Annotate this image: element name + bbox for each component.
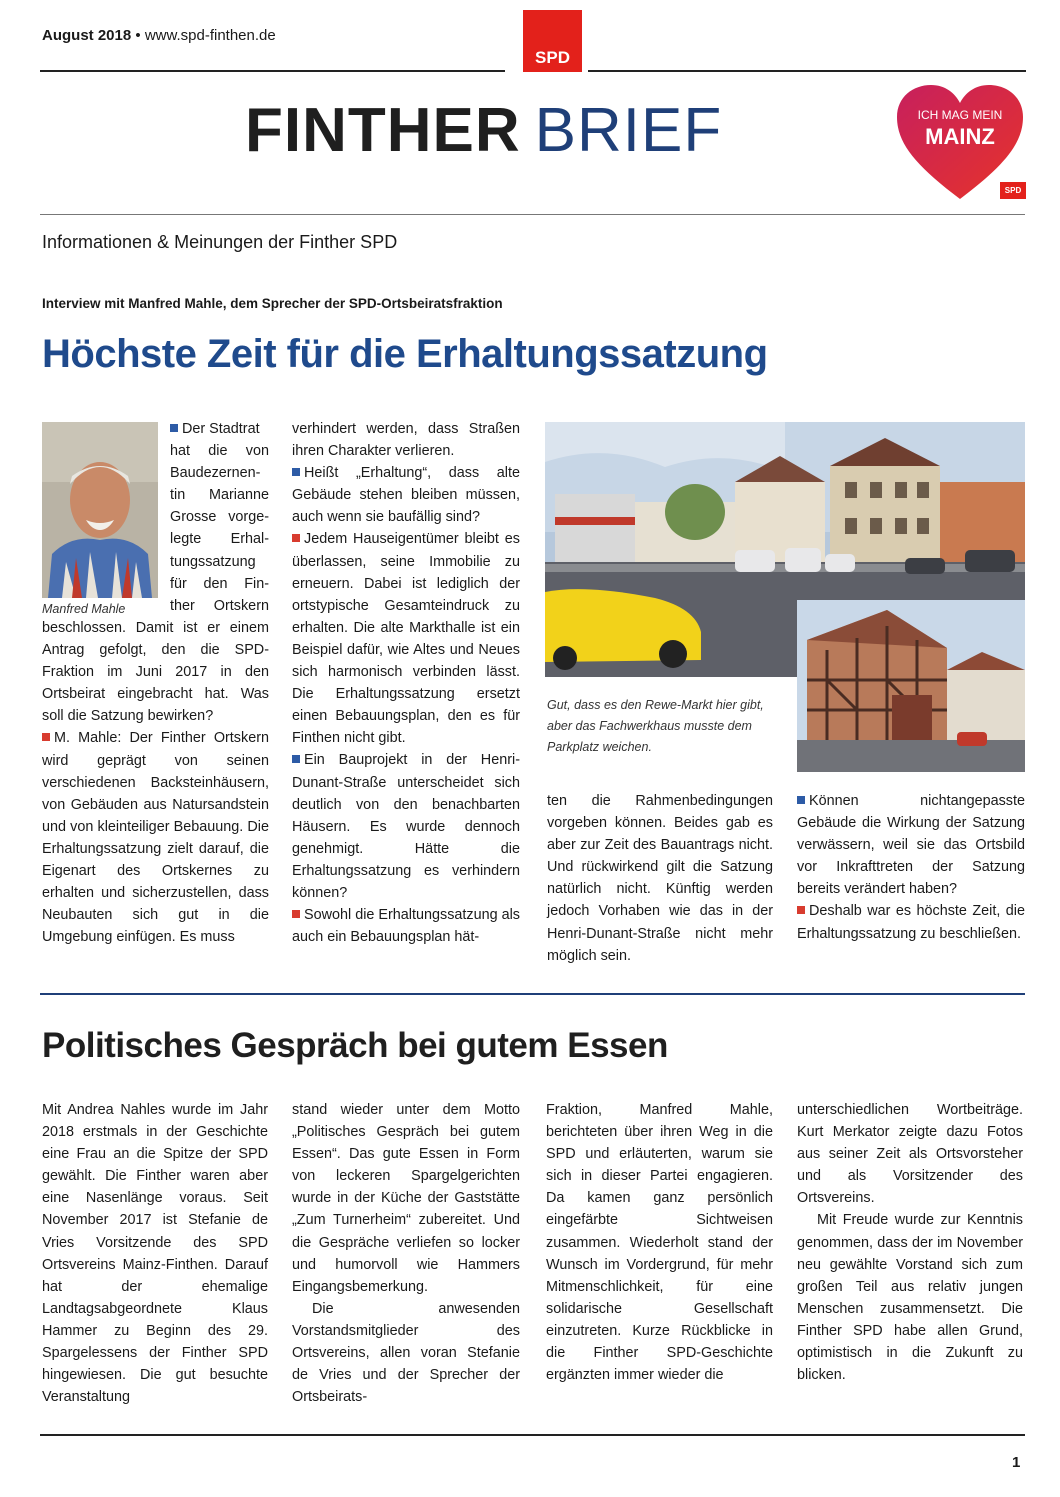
paragraph: unterschiedlichen Wortbeiträge. Kurt Merkator zeigte dazu Fotos aus seiner Zeit als Ortsvorsteher und als Vorsitzender des Ortsvereins.: [797, 1102, 1023, 1207]
article2-headline: Politisches Gespräch bei gutem Essen: [42, 1026, 668, 1065]
paragraph-text: Deshalb war es höchste Zeit, die Erhaltungssatzung zu beschließen.: [797, 903, 1025, 942]
masthead-bold: FINTHER: [245, 96, 521, 165]
masthead-light: BRIEF: [534, 96, 723, 165]
text-line: legte Erhal-: [170, 531, 269, 548]
tagline: Informationen & Meinungen der Finther SPD: [42, 232, 398, 252]
paragraph: [797, 900, 1025, 944]
text-line: für den Fin-: [170, 575, 269, 592]
answer-marker-icon: [42, 733, 50, 741]
paragraph-text: Sowohl die Erhaltungssatzung als auch ein Bebauungsplan hät-: [292, 907, 520, 946]
paragraph: [292, 904, 520, 948]
portrait-photo: [42, 422, 158, 598]
paragraph-text: Jedem Hauseigentümer bleibt es überlassen, seine Immobilie zu erneuern. Dabei ist lediglich der ortstypische Gesamteindruck zu erhalten. Die alte Markthalle ist ein Beispiel dafür, wie Altes und Neues sich harmonisch verbinden lässt. Die Erhaltungssatzung ersetzt einen Bebauungsplan, den es für Finthen nicht gibt.: [292, 531, 520, 747]
text-line: tungssatzung: [170, 553, 256, 570]
header-rule-left: [40, 70, 505, 72]
paragraph: [292, 418, 520, 462]
article2-col3: [546, 1099, 773, 1386]
paragraph-text: M. Mahle: Der Finther Ortskern wird geprägt von seinen verschiedenen Backsteinhäusern, von Gebäuden aus Natursandstein und von kleinteiliger Bebauung. Die Erhaltungssatzung zielt darauf, die Eigenart des Ortskernes zu erhalten und sicherzustellen, dass Neubauten sich gut in die Umgebung einfügen. Es muss: [42, 730, 269, 946]
question-marker-icon: [292, 468, 300, 476]
answer-marker-icon: [797, 906, 805, 914]
answer-marker-icon: [292, 534, 300, 542]
text-line: hat die von: [170, 443, 269, 460]
paragraph: [547, 790, 773, 967]
masthead: [245, 96, 723, 165]
article-divider: [40, 993, 1025, 995]
spd-logo: SPD: [523, 10, 582, 72]
article1-kicker: Interview mit Manfred Mahle, dem Sprecher der SPD-Ortsbeiratsfraktion: [42, 296, 503, 311]
paragraph: Fraktion, Manfred Mahle, berichteten über ihren Weg in die SPD und erläuterten, warum sie sich in dieser Partei engagieren. Da kamen ganz persönlich eingefärbte Sichtweisen zusammen. Wiederholt stand der Wunsch im Vordergrund, für mehr Mitmenschlichkeit, für eine solidarische Gesellschaft einzutreten. Kurze Rückblicke in die Finther SPD-Geschichte ergänzten immer wieder die: [546, 1102, 773, 1384]
photo-caption: Gut, dass es den Rewe-Markt hier gibt, aber das Fachwerkhaus musste dem Parkplatz weichen.: [547, 698, 764, 754]
header-rule-right: [588, 70, 1026, 72]
paragraph: [797, 790, 1025, 900]
question-marker-icon: [292, 755, 300, 763]
heart-slogan-line2: MAINZ: [925, 124, 995, 149]
article1-col1: [42, 617, 269, 948]
paragraph: Mit Andrea Nahles wurde im Jahr 2018 erstmals in der Geschichte eine Frau an die Spitze der SPD gewählt. Die Finther waren aber eine Nasenlänge voraus. Seit November 2017 ist Stefanie de Vries Vorsitzende des SPD Ortsvereins Mainz-Finthen. Darauf hat der ehemalige Landtagsabgeordnete Klaus Hammer zu Beginn des 29. Spargelessens der Finther SPD hingewiesen. Die gut besuchte Veranstaltung: [42, 1102, 268, 1406]
text-line: [170, 418, 269, 440]
article1-col3: [547, 790, 773, 967]
article1-col4: [797, 790, 1025, 945]
paragraph-text: Heißt „Erhaltung“, dass alte Gebäude stehen bleiben müssen, auch wenn sie baufällig sind?: [292, 465, 520, 526]
paragraph-text: ten die Rahmenbedingungen vorgeben können. Beides gab es aber zur Zeit des Bauantrags nicht. Und rückwirkend gilt die Satzung natürlich nicht. Künftig werden jedoch Vorhaben wie das in der Henri-Dunant-Straße nicht mehr möglich sein.: [547, 793, 773, 964]
issue-date: August 2018: [42, 27, 132, 44]
text-line: Baudezernen-: [170, 465, 261, 482]
article2-col1: [42, 1099, 268, 1408]
text-line: Der Stadtrat: [182, 421, 260, 437]
question-marker-icon: [797, 796, 805, 804]
website-link[interactable]: www.spd-finthen.de: [144, 27, 276, 44]
text-line: tin Marianne: [170, 487, 269, 504]
text-line: ther Ortskern: [170, 597, 269, 614]
paragraph: [292, 749, 520, 904]
footer-rule: [40, 1434, 1025, 1436]
paragraph: [42, 617, 269, 727]
article2-col2: [292, 1099, 520, 1408]
text-line: Grosse vorge-: [170, 509, 269, 526]
paragraph: Mit Freude wurde zur Kenntnis genommen, dass der im November neu gewählte Vorstand sich zum großen Teil aus relativ jungen Menschen zusammensetzt. Die Finther SPD habe allen Grund, optimistisch in die Zukunft zu blicken.: [797, 1212, 1023, 1384]
question-marker-icon: [170, 424, 178, 432]
paragraph: [42, 727, 269, 948]
article2-col4: [797, 1099, 1023, 1386]
article1-headline: Höchste Zeit für die Erhaltungssatzung: [42, 332, 768, 376]
paragraph-text: verhindert werden, dass Straßen ihren Charakter verlieren.: [292, 421, 520, 460]
paragraph-text: Ein Bauprojekt in der Henri-Dunant-Straße unterscheidet sich deutlich von den benachbarten Häusern. Es wurde dennoch genehmigt. Hätte die Erhaltungssatzung es verhindern können?: [292, 752, 520, 901]
half-timbered-house-photo: [797, 600, 1025, 772]
paragraph: stand wieder unter dem Motto „Politisches Gespräch bei gutem Essen“. Das gute Essen in Form von leckeren Spargelgerichten wurde in der Küche der Gaststätte „Zum Turnerheim“ zubereitet. Und die Gespräche verliefen so locker und humorvoll wie Hammers Eingangsbemerkung.: [292, 1102, 520, 1295]
issue-date-line: [42, 27, 276, 44]
portrait-caption: Manfred Mahle: [42, 602, 126, 616]
paragraph-text: beschlossen. Damit ist er einem Antrag gefolgt, den die SPD-Fraktion im Juni 2017 in den Ortsbeirat eingebracht hat. Was soll die Satzung bewirken?: [42, 620, 269, 725]
masthead-divider: [40, 214, 1025, 215]
paragraph: [292, 528, 520, 749]
date-separator: •: [135, 27, 141, 44]
paragraph: Die anwesenden Vorstandsmitglieder des Ortsvereins, allen voran Stefanie de Vries und der Sprecher der Ortsbeirats-: [292, 1300, 520, 1406]
page-number: 1: [1012, 1454, 1021, 1471]
answer-marker-icon: [292, 910, 300, 918]
heart-slogan-line1: ICH MAG MEIN: [917, 108, 1003, 122]
heart-spd-logo: SPD: [1000, 182, 1026, 199]
paragraph-text: Können nichtangepasste Gebäude die Wirkung der Satzung verwässern, weil sie das Ortsbild vor Inkrafttreten der Satzung bereits verändert haben?: [797, 793, 1025, 898]
article1-col2: [292, 418, 520, 948]
article1-col1-beside-photo: [170, 418, 269, 617]
paragraph: [292, 462, 520, 528]
